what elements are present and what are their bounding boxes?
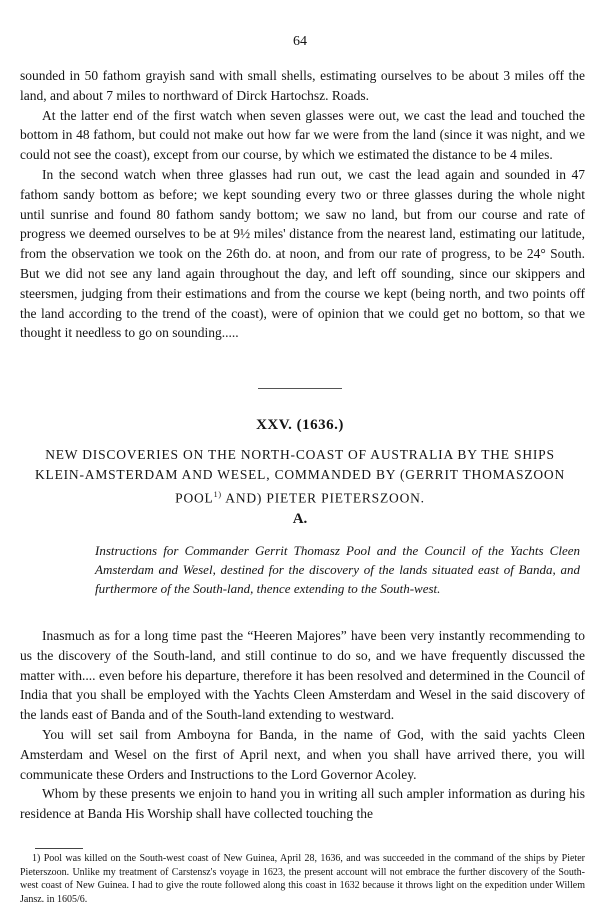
section-title-text: NEW DISCOVERIES ON THE NORTH-COAST OF AUSTRALIA BY THE SHIPS KLEIN-AMSTERDAM AND WESEL, COMMANDED BY (GERRIT THOMASZOON POOL xyxy=(34,447,566,506)
journal-text xyxy=(20,66,585,343)
paragraph: You will set sail from Amboyna for Banda, in the name of God, with the said yachts Cleen Amsterdam and Wesel on the first of April next, and when you shall have arrived there, you will communicate these Orders and Instructions to the Lord Governor Acoley. xyxy=(20,726,585,782)
instructions-heading: Instructions for Commander Gerrit Thomasz Pool and the Council of the Yachts Cleen Amsterdam and Wesel, destined for the discovery of the lands situated east of Banda, and furthermore of the South-land, thence extending to the South-west. xyxy=(95,543,580,596)
paragraph: Inasmuch as for a long time past the “Heeren Majores” have been very instantly recommending to us the discovery of the South-land, and still continue to do so, and we have frequently discussed the matter with.... even before his departure, therefore it has been resolved and determined in the Council of India that you shall be employed with the Yachts Cleen Amsterdam and Wesel in the said discovery of the lands east of Banda and of the South-land extending to westward. xyxy=(20,628,585,723)
page-number: 64 xyxy=(293,34,307,49)
paragraph: Whom by these presents we enjoin to hand you in writing all such ampler information as during his residence at Banda His Worship shall have collected touching the xyxy=(20,786,585,822)
paragraph: At the latter end of the first watch when seven glasses were out, we cast the lead and touched the bottom in 48 fathom, but could not make out how far we were from the land (since it was night, and we could not see the coast), except from our course, by which we estimated the distance to be 4 miles. xyxy=(20,107,585,163)
part-heading: A. xyxy=(292,511,308,527)
section-title-text-end: AND) PIETER PIETERSZOON. xyxy=(221,490,425,506)
footnote-divider xyxy=(35,848,83,849)
footnote-text: 1) Pool was killed on the South-west coast of New Guinea, April 28, 1636, and was succeeded in the command of the ships by Pieter Pieterszoon. Unlike my treatment of Carstensz's voyage in 1623, the present account will not embrace the further discovery of the South-west coast of New Guinea. I had to give the route followed along this coast in 1632 because it throws light on the expedition under Willem Jansz. in 1605/6. xyxy=(20,853,585,905)
section-divider xyxy=(258,388,342,389)
section-title xyxy=(30,445,570,509)
paragraph: In the second watch when three glasses had run out, we cast the lead again and sounded in 47 fathom sandy bottom as before; we kept sounding every two or three glasses during the whole night until sunrise and found 80 fathom sandy bottom; we saw no land, but from our course and rate of progress we deemed ourselves to be at 9½ miles' distance from the nearest land, estimating our latitude, from the observation we took on the 26th do. at noon, and from our rate of progress, to be 24° South. But we did not see any land again throughout the day, and left off sounding, since our skippers and steersmen, judging from their estimations and from the course we kept (being north, and two points off the land according to the trend of the coast), were of opinion that we could get no bottom, so that we thought it needless to go on sounding..... xyxy=(20,166,585,341)
paragraph: sounded in 50 fathom grayish sand with small shells, estimating ourselves to be about 3 miles off the land, and about 7 miles to northward of Dirck Hartochsz. Roads. xyxy=(20,68,585,103)
instructions-text xyxy=(20,626,585,824)
section-number: XXV. (1636.) xyxy=(256,417,344,433)
footnote xyxy=(20,852,585,906)
footnote-reference[interactable]: 1) xyxy=(213,490,222,499)
